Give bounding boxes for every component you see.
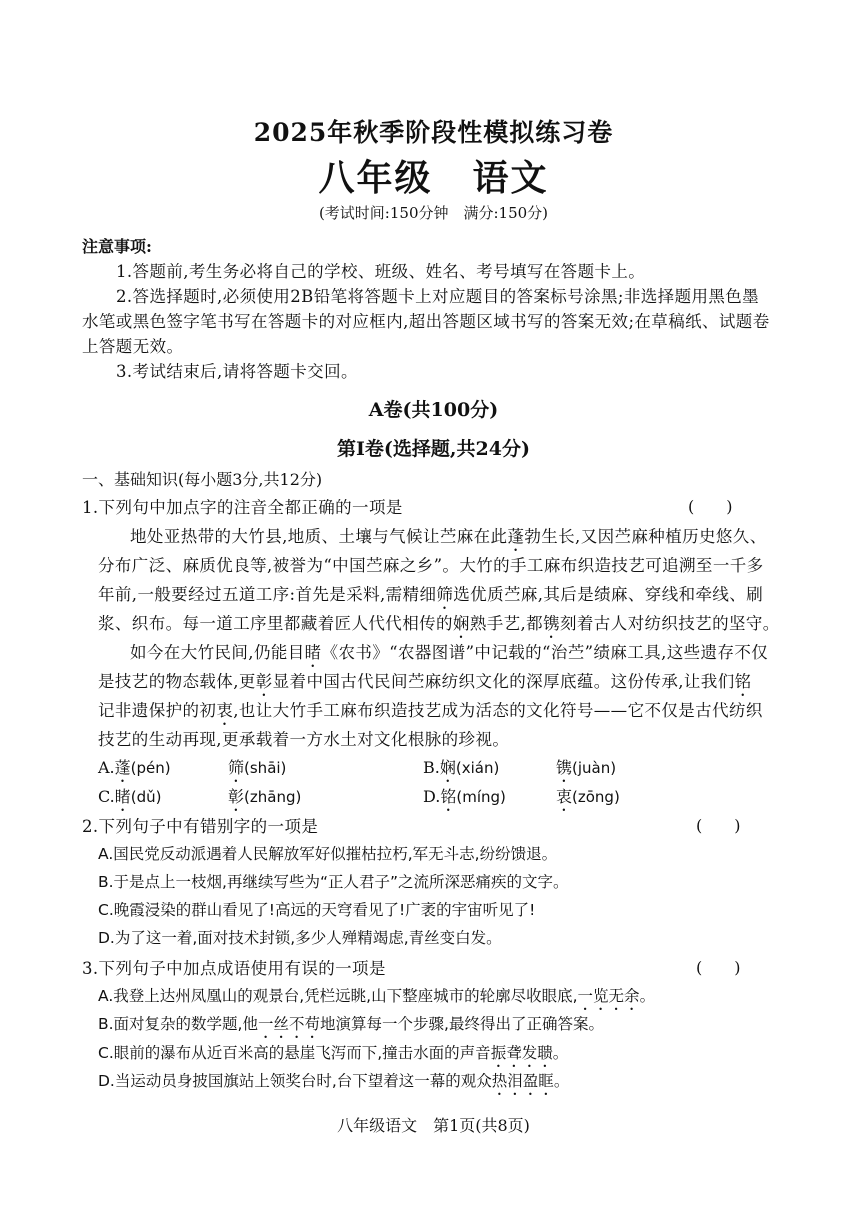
notes-heading: 注意事项: (82, 237, 152, 256)
page-footer: 八年级语文 第1页(共8页) (337, 1116, 530, 1135)
section-one-heading: 一、基础知识(每小题3分,共12分) (82, 470, 323, 489)
dotted-char: 铭 (734, 672, 752, 691)
volume-a-heading: A卷(共100分) (368, 399, 499, 421)
exam-title: 2025年秋季阶段性模拟练习卷 (253, 118, 614, 147)
note-item-2-line-2: 水笔或黑色签字笔书写在答题卡的对应框内,超出答题区域书写的答案无效;在草稿纸、试题卷 (82, 312, 770, 331)
q1-option-d: D.铭(míng) (423, 787, 506, 806)
note-item-1: 1.答题前,考生务必将自己的学校、班级、姓名、考号填写在答题卡上。 (116, 262, 646, 281)
q2-option-d: D.为了这一着,面对技术封锁,多少人殚精竭虑,青丝变白发。 (98, 929, 502, 947)
q1-option-d-second: 衷(zōng) (556, 787, 620, 806)
grade-subject-heading (0, 150, 867, 201)
q1-passage-line-4: 浆、织布。每一道工序里都藏着匠人代代相传的娴熟手艺,都镌刻着古人对纺织技艺的坚守。 (98, 614, 780, 633)
q2-option-b: B.于是点上一枝烟,再继续写些为“正人君子”之流所深恶痛疾的文字。 (98, 873, 569, 891)
part-one-heading: 第Ⅰ卷(选择题,共24分) (337, 438, 530, 460)
q1-passage-line-1: 地处亚热带的大竹县,地质、土壤与气候让苎麻在此蓬勃生长,又因苎麻种植历史悠久、 (130, 527, 767, 546)
q1-passage-line-5: 如今在大竹民间,仍能目睹《农书》“农器图谱”中记载的“治苎”绩麻工具,这些遗存不仅 (130, 643, 769, 662)
q2-stem: 2.下列句子中有错别字的一项是 (82, 817, 319, 836)
q1-answer-paren: ( ) (688, 497, 733, 516)
subject-label: 语文 (472, 157, 549, 199)
q1-option-b: B.娴(xián) (423, 758, 500, 777)
q3-answer-paren: ( ) (696, 958, 741, 977)
dotted-char: 彰 (255, 672, 273, 691)
q3-option-b: B.面对复杂的数学题,他一丝不苟地演算每一个步骤,最终得出了正确答案。 (98, 1015, 604, 1033)
q1-option-a-second: 筛(shāi) (228, 758, 287, 777)
q3-stem: 3.下列句子中加点成语使用有误的一项是 (82, 959, 386, 978)
note-item-2-line-1: 2.答选择题时,必须使用2B铅笔将答题卡上对应题目的答案标号涂黑;非选择题用黑色墨 (116, 287, 760, 306)
exam-info: (考试时间:150分钟 满分:150分) (318, 204, 549, 222)
q1-passage-line-2: 分布广泛、麻质优良等,被誉为“中国苎麻之乡”。大竹的手工麻布织造技艺可追溯至一千多 (98, 556, 764, 575)
q1-stem: 1.下列句中加点字的注音全都正确的一项是 (82, 498, 403, 517)
grade-label: 八年级 (318, 157, 433, 199)
q1-passage-line-3: 年前,一般要经过五道工序:首先是采料,需精细筛选优质苎麻,其后是绩麻、穿线和牵线、刷 (98, 585, 764, 604)
q1-option-c: C.睹(dǔ) (98, 787, 162, 806)
q1-passage-line-8: 技艺的生动再现,更承载着一方水土对文化根脉的珍视。 (98, 730, 510, 749)
note-item-2-line-3: 上答题无效。 (82, 337, 184, 356)
q3-option-a: A.我登上达州凤凰山的观景台,凭栏远眺,山下整座城市的轮廓尽收眼底,一览无余。 (98, 987, 656, 1005)
q2-answer-paren: ( ) (696, 816, 741, 835)
note-item-3: 3.考试结束后,请将答题卡交回。 (116, 362, 358, 381)
q1-passage-line-6: 是技艺的物态载体,更彰显着中国古代民间苎麻纺织文化的深厚底蕴。这份传承,让我们铭 (98, 672, 752, 691)
dotted-char: 筛 (436, 585, 454, 604)
dotted-char: 蓬 (507, 527, 525, 546)
dotted-char: 衷 (216, 701, 234, 720)
q1-option-b-second: 镌(juàn) (556, 758, 617, 777)
q2-option-c: C.晚霞浸染的群山看见了!高远的天穹看见了!广袤的宇宙听见了! (98, 901, 536, 919)
q1-option-c-second: 彰(zhāng) (228, 787, 302, 806)
dotted-char: 镌 (543, 614, 560, 633)
q1-option-a: A.蓬(pén) (98, 758, 171, 777)
q3-option-d: D.当运动员身披国旗站上领奖台时,台下望着这一幕的观众热泪盈眶。 (98, 1072, 570, 1090)
q1-passage-line-7: 记非遗保护的初衷,也让大竹手工麻布织造技艺成为活态的文化符号——它不仅是古代纺织 (98, 701, 763, 720)
dotted-char: 睹 (304, 643, 322, 662)
q2-option-a: A.国民党反动派遇着人民解放军好似摧枯拉朽,军无斗志,纷纷馈退。 (98, 845, 558, 863)
q3-option-c: C.眼前的瀑布从近百米高的悬崖飞泻而下,撞击水面的声音振聋发聩。 (98, 1044, 569, 1062)
dotted-char: 娴 (452, 614, 470, 633)
